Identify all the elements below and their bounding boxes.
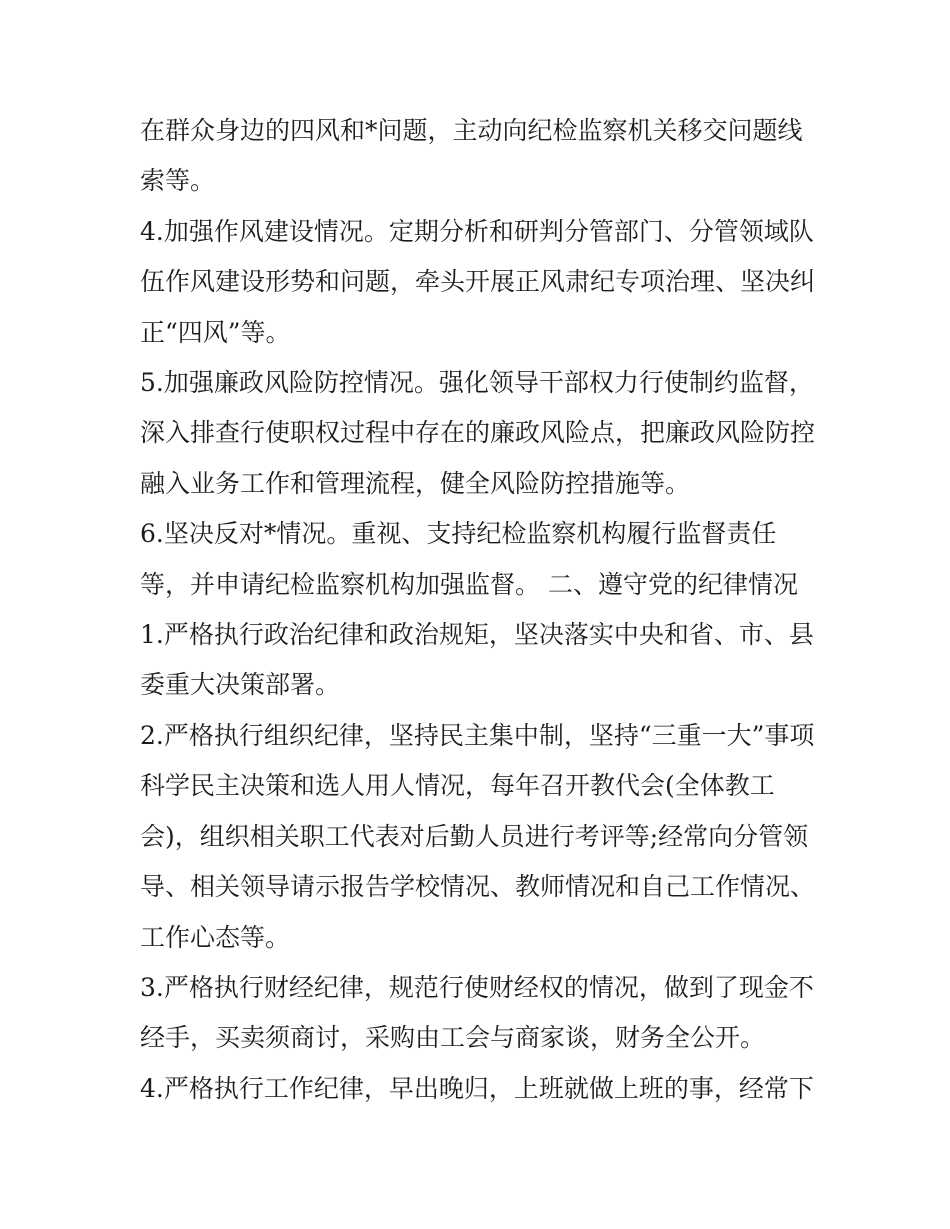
text-line: 5.加强廉政风险防控情况。强化领导干部权力行使制约监督， — [140, 368, 814, 398]
text-line: 委重大决策部署。 — [140, 670, 341, 700]
text-line: 索等。 — [140, 166, 216, 196]
text-line: 工作心态等。 — [140, 922, 291, 952]
text-line: 3.严格执行财经纪律，规范行使财经权的情况，做到了现金不 — [140, 972, 814, 1002]
text-line: 6.坚决反对*情况。重视、支持纪检监察机构履行监督责任 — [140, 519, 777, 549]
text-line: 4.加强作风建设情况。定期分析和研判分管部门、分管领域队 — [140, 216, 814, 246]
text-line: 会)，组织相关职工代表对后勤人员进行考评等;经常向分管领 — [140, 821, 809, 851]
text-line: 科学民主决策和选人用人情况，每年召开教代会(全体教工 — [140, 771, 775, 801]
text-line: 2.严格执行组织纪律，坚持民主集中制，坚持“三重一大”事项 — [140, 720, 815, 750]
text-line: 等，并申请纪检监察机构加强监督。 二、遵守党的纪律情况 — [140, 569, 798, 599]
text-line: 4.严格执行工作纪律，早出晚归，上班就做上班的事，经常下 — [140, 1073, 814, 1103]
text-line: 导、相关领导请示报告学校情况、教师情况和自己工作情况、 — [140, 872, 816, 902]
text-line: 在群众身边的四风和*问题，主动向纪检监察机关移交问题线 — [140, 116, 803, 145]
text-line: 深入排查行使职权过程中存在的廉政风险点，把廉政风险防控 — [140, 418, 816, 448]
text-line: 伍作风建设形势和问题，牵头开展正风肃纪专项治理、坚决纠 — [140, 267, 816, 297]
text-line: 经手，买卖须商讨，采购由工会与商家谈，财务全公开。 — [140, 1023, 766, 1053]
text-line: 1.严格执行政治纪律和政治规矩，坚决落实中央和省、市、县 — [140, 620, 814, 650]
text-line: 融入业务工作和管理流程，健全风险防控措施等。 — [140, 468, 691, 498]
text-line: 正“四风”等。 — [140, 317, 291, 347]
document-body — [140, 106, 820, 1114]
